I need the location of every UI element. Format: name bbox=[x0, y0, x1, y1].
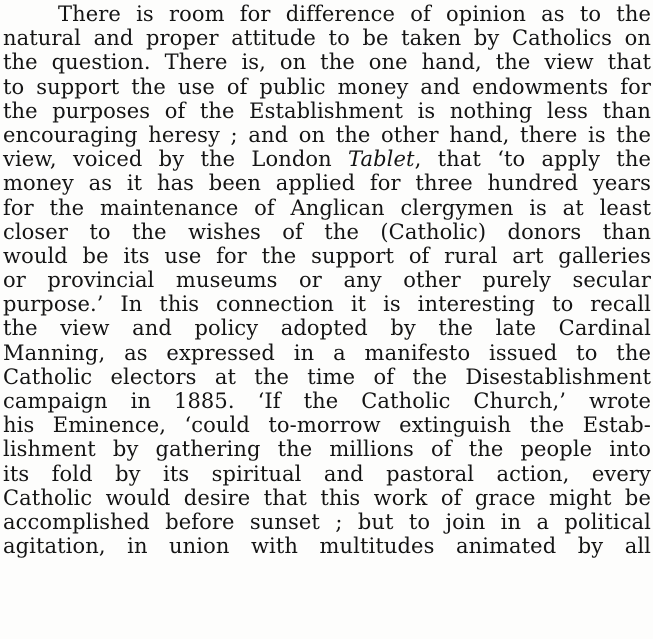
text-line bbox=[3, 341, 651, 365]
text-segment: view, voiced by the London bbox=[3, 147, 349, 172]
text-segment: the question. There is, on the one hand, the view that bbox=[3, 50, 651, 75]
text-segment: Manning, as expressed in a manifesto issued to the bbox=[3, 340, 651, 365]
text-line bbox=[3, 171, 651, 195]
text-line bbox=[3, 534, 651, 558]
text-line bbox=[3, 50, 651, 74]
text-segment: purpose.’ In this connection it is interesting to recall bbox=[3, 292, 651, 317]
text-segment: campaign in 1885. ‘If the Catholic Church,’ wrote bbox=[3, 389, 651, 413]
text-line bbox=[3, 99, 651, 123]
text-line bbox=[3, 220, 651, 244]
text-line bbox=[3, 268, 651, 292]
text-line bbox=[3, 389, 651, 413]
text-segment: the purposes of the Establishment is nothing less than bbox=[3, 98, 651, 123]
text-line bbox=[3, 365, 651, 389]
text-segment: his Eminence, ‘could to-morrow extinguish the Estab- bbox=[3, 413, 651, 438]
text-line bbox=[3, 26, 651, 50]
text-segment: would be its use for the support of rural art galleries bbox=[3, 243, 651, 268]
text-segment: its fold by its spiritual and pastoral action, every bbox=[3, 461, 651, 486]
text-line bbox=[3, 2, 651, 26]
body-paragraph bbox=[3, 2, 651, 558]
text-segment: There is room for difference of opinion as to the bbox=[58, 2, 651, 26]
text-segment: , that ‘to apply the bbox=[414, 147, 651, 172]
text-segment: money as it has been applied for three hundred years bbox=[3, 171, 651, 196]
text-segment: lishment by gathering the millions of the people into bbox=[3, 437, 651, 462]
text-line bbox=[3, 244, 651, 268]
text-segment: natural and proper attitude to be taken by Catholics on bbox=[3, 26, 651, 51]
text-line bbox=[3, 316, 651, 340]
text-segment: to support the use of public money and endowments for bbox=[3, 74, 651, 99]
text-line bbox=[3, 75, 651, 99]
text-segment: or provincial museums or any other purely secular bbox=[3, 268, 651, 293]
text-line bbox=[3, 147, 651, 171]
text-line bbox=[3, 486, 651, 510]
text-segment: Catholic would desire that this work of grace might be bbox=[3, 485, 651, 510]
text-segment: the view and policy adopted by the late Cardinal bbox=[3, 316, 651, 341]
text-line bbox=[3, 292, 651, 316]
text-line bbox=[3, 413, 651, 437]
text-segment: closer to the wishes of the (Catholic) donors than bbox=[3, 219, 651, 244]
italic-text: Tablet bbox=[348, 147, 415, 172]
text-line bbox=[3, 123, 651, 147]
text-segment: accomplished before sunset ; but to join in a political bbox=[3, 509, 651, 534]
text-segment: agitation, in union with multitudes animated by all bbox=[3, 534, 651, 559]
text-line bbox=[3, 196, 651, 220]
text-segment: encouraging heresy ; and on the other hand, there is the bbox=[3, 122, 651, 147]
text-line bbox=[3, 510, 651, 534]
text-line bbox=[3, 462, 651, 486]
text-segment: for the maintenance of Anglican clergymen is at least bbox=[3, 195, 651, 220]
text-line bbox=[3, 437, 651, 461]
text-segment: Catholic electors at the time of the Disestablishment bbox=[3, 364, 651, 389]
